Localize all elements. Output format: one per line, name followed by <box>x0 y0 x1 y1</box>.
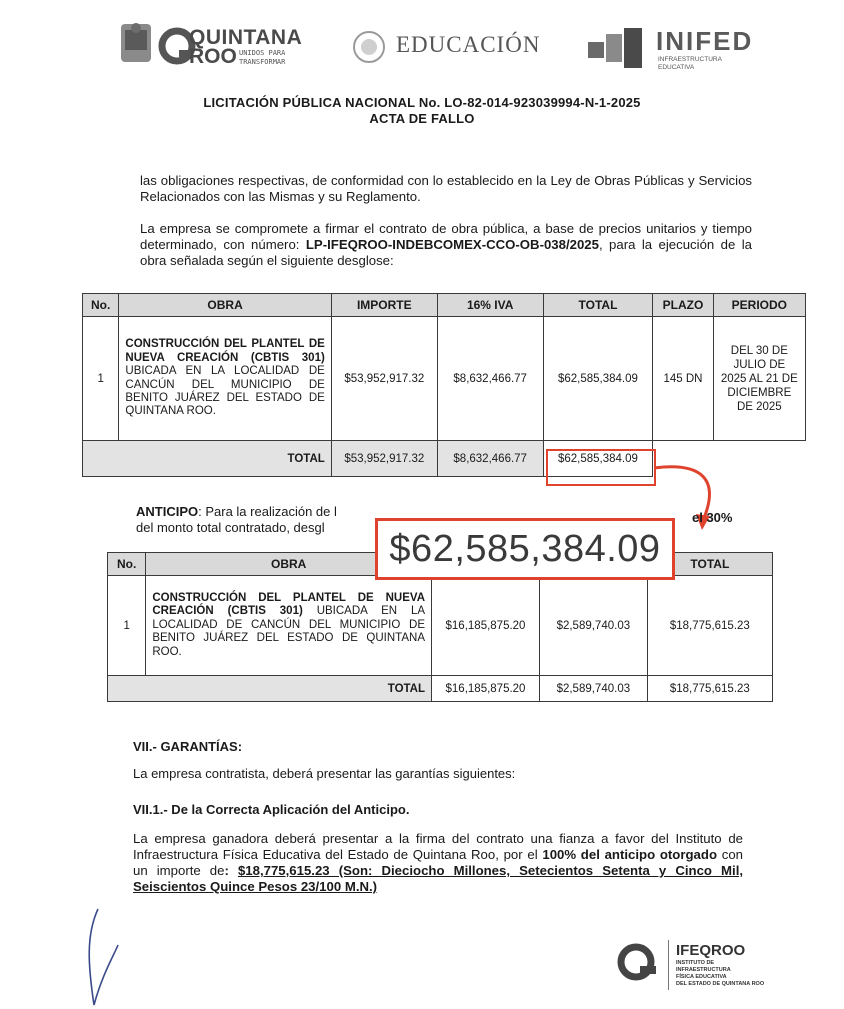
col-header-periodo: PERIODO <box>713 294 805 317</box>
garantias-paragraph <box>133 831 743 895</box>
t2-col-header-total: TOTAL <box>647 553 772 576</box>
row-periodo: DEL 30 DE JULIO DE 2025 AL 21 DE DICIEMBRE DE 2025 <box>713 317 805 441</box>
anticipo-label: ANTICIPO <box>136 504 199 519</box>
t2-obra-bold: CONSTRUCCIÓN DEL PLANTEL DE NUEVA CREACIÓN (CBTIS 301) <box>152 591 426 618</box>
qroo-logo-text: QUINTANA <box>189 26 303 49</box>
ifeqroo-sub4: DEL ESTADO DE QUINTANA ROO <box>676 981 765 987</box>
contract-number: LP-IFEQROO-INDEBCOMEX-CCO-OB-038/2025 <box>305 237 599 252</box>
signature-icon <box>78 905 128 1009</box>
t2-col-header-obra: OBRA <box>146 553 432 576</box>
t2-total-label: TOTAL <box>108 676 432 702</box>
educacion-logo <box>352 24 542 74</box>
inifed-tagline-1: INFRAESTRUCTURA <box>658 56 722 63</box>
row-importe: $53,952,917.32 <box>331 317 437 441</box>
ifeqroo-sub1: INSTITUTO DE <box>676 960 715 966</box>
total-callout <box>375 518 675 580</box>
obra-bold: CONSTRUCCIÓN DEL PLANTEL DE NUEVA CREACIÓN (CBTIS 301) <box>125 338 325 364</box>
t2-obra-rest: UBICADA EN LA LOCALIDAD DE CANCÚN DEL MUNICIPIO DE BENITO JUÁREZ DEL ESTADO DE QUINTANA ROO. <box>152 605 426 658</box>
garantias-p-c: con un importe de <box>133 847 743 878</box>
sub-number: VII.1.- <box>133 802 168 817</box>
total-iva: $8,632,466.77 <box>437 441 543 477</box>
row-no: 1 <box>83 317 119 441</box>
t2-row-iva: $2,589,740.03 <box>539 576 647 676</box>
anticipo-text-1: : Para la realización de l <box>198 504 337 519</box>
intro-paragraph-2 <box>140 221 752 269</box>
t2-row-importe: $16,185,875.20 <box>432 576 540 676</box>
table-header-row <box>83 294 806 317</box>
callout-value: $62,585,384.09 <box>389 527 661 570</box>
qroo-tagline-1: UNIDOS PARA <box>239 49 286 57</box>
educacion-logo-text: EDUCACIÓN <box>396 32 541 57</box>
col-header-no: No. <box>83 294 119 317</box>
garantias-amount: $18,775,615.23 (Son: Dieciocho Millones, Setecientos Setenta y Cinco Mil, Seiscientos Quince Pesos 23/100 M.N.) <box>133 863 744 894</box>
garantias-p-d: : <box>224 863 238 878</box>
inifed-logo <box>588 22 768 78</box>
garantias-p-b: 100% del anticipo otorgado <box>542 847 717 862</box>
ifeqroo-footer-logo <box>614 940 784 996</box>
t2-row-total: $18,775,615.23 <box>647 576 772 676</box>
inifed-mark-icon <box>588 28 648 72</box>
row-obra <box>119 317 331 441</box>
footer-divider <box>668 940 669 990</box>
inifed-tagline-2: EDUCATIVA <box>658 64 695 71</box>
total-total: $62,585,384.09 <box>543 441 653 477</box>
intro-p2-tail: , para la ejecución de la obra señalada según el siguiente desglose: <box>140 237 753 268</box>
ifeqroo-sub2: INFRAESTRUCTURA <box>676 967 731 973</box>
t2-col-header-no: No. <box>108 553 146 576</box>
inifed-logo-text: INIFED <box>656 26 754 56</box>
garantias-text: La empresa contratista, deberá presentar las garantías siguientes: <box>133 766 516 781</box>
col-header-iva: 16% IVA <box>437 294 543 317</box>
header-logos <box>0 14 844 84</box>
col-header-importe: IMPORTE <box>331 294 437 317</box>
t2-total-iva: $2,589,740.03 <box>539 676 647 702</box>
col-header-total: TOTAL <box>543 294 653 317</box>
t2-row-obra <box>146 576 432 676</box>
t2-row-no: 1 <box>108 576 146 676</box>
ifeqroo-text: IFEQROO <box>676 942 746 959</box>
row-total: $62,585,384.09 <box>543 317 653 441</box>
anticipo-text-line2: del monto total contratado, desgl <box>136 520 325 535</box>
total-importe: $53,952,917.32 <box>331 441 437 477</box>
anticipo-text <box>136 504 337 520</box>
obra-breakdown-table <box>82 293 806 477</box>
garantias-p-a: La empresa ganadora deberá presentar a la firma del contrato una fianza a favor del Instituto de Infraestructura Física Educativa del Estado de Quintana Roo, por el <box>133 831 743 862</box>
ifeqroo-q-icon <box>614 940 662 990</box>
mexico-seal-icon <box>352 30 386 64</box>
t2-total-importe: $16,185,875.20 <box>432 676 540 702</box>
quintana-roo-logo <box>115 18 305 78</box>
document-subtitle: ACTA DE FALLO <box>369 111 475 126</box>
qroo-tagline-2: TRANSFORMAR <box>239 58 286 66</box>
intro-p2-text: La empresa se compromete a firmar el contrato de obra pública, a base de precios unitarios y tiempo determinado, con número: <box>140 221 752 252</box>
t2-total-total: $18,775,615.23 <box>647 676 772 702</box>
qroo-logo-text2: ROO <box>189 45 237 68</box>
anticipo-percent: el 30% <box>692 510 733 525</box>
intro-paragraph-1: las obligaciones respectivas, de conformidad con lo establecido en la Ley de Obras Públicas y Servicios Relacionados con las Mismas y su Reglamento. <box>140 173 752 204</box>
col-header-plazo: PLAZO <box>653 294 713 317</box>
total-label: TOTAL <box>83 441 332 477</box>
col-header-obra: OBRA <box>119 294 331 317</box>
table-row <box>83 317 806 441</box>
document-title: LICITACIÓN PÚBLICA NACIONAL No. LO-82-014-923039994-N-1-2025 <box>203 95 641 110</box>
table-row <box>108 576 773 676</box>
row-iva: $8,632,466.77 <box>437 317 543 441</box>
table2-total-row <box>108 676 773 702</box>
sub-title: De la Correcta Aplicación del Anticipo. <box>167 802 410 817</box>
row-plazo: 145 DN <box>653 317 713 441</box>
obra-rest: UBICADA EN LA LOCALIDAD DE CANCÚN DEL MUNICIPIO DE BENITO JUÁREZ DEL ESTADO DE QUINTANA ROO. <box>125 365 325 418</box>
ifeqroo-sub3: FÍSICA EDUCATIVA <box>676 974 727 980</box>
garantias-subheading <box>133 802 409 817</box>
garantias-heading: VII.- GARANTÍAS: <box>133 739 243 754</box>
